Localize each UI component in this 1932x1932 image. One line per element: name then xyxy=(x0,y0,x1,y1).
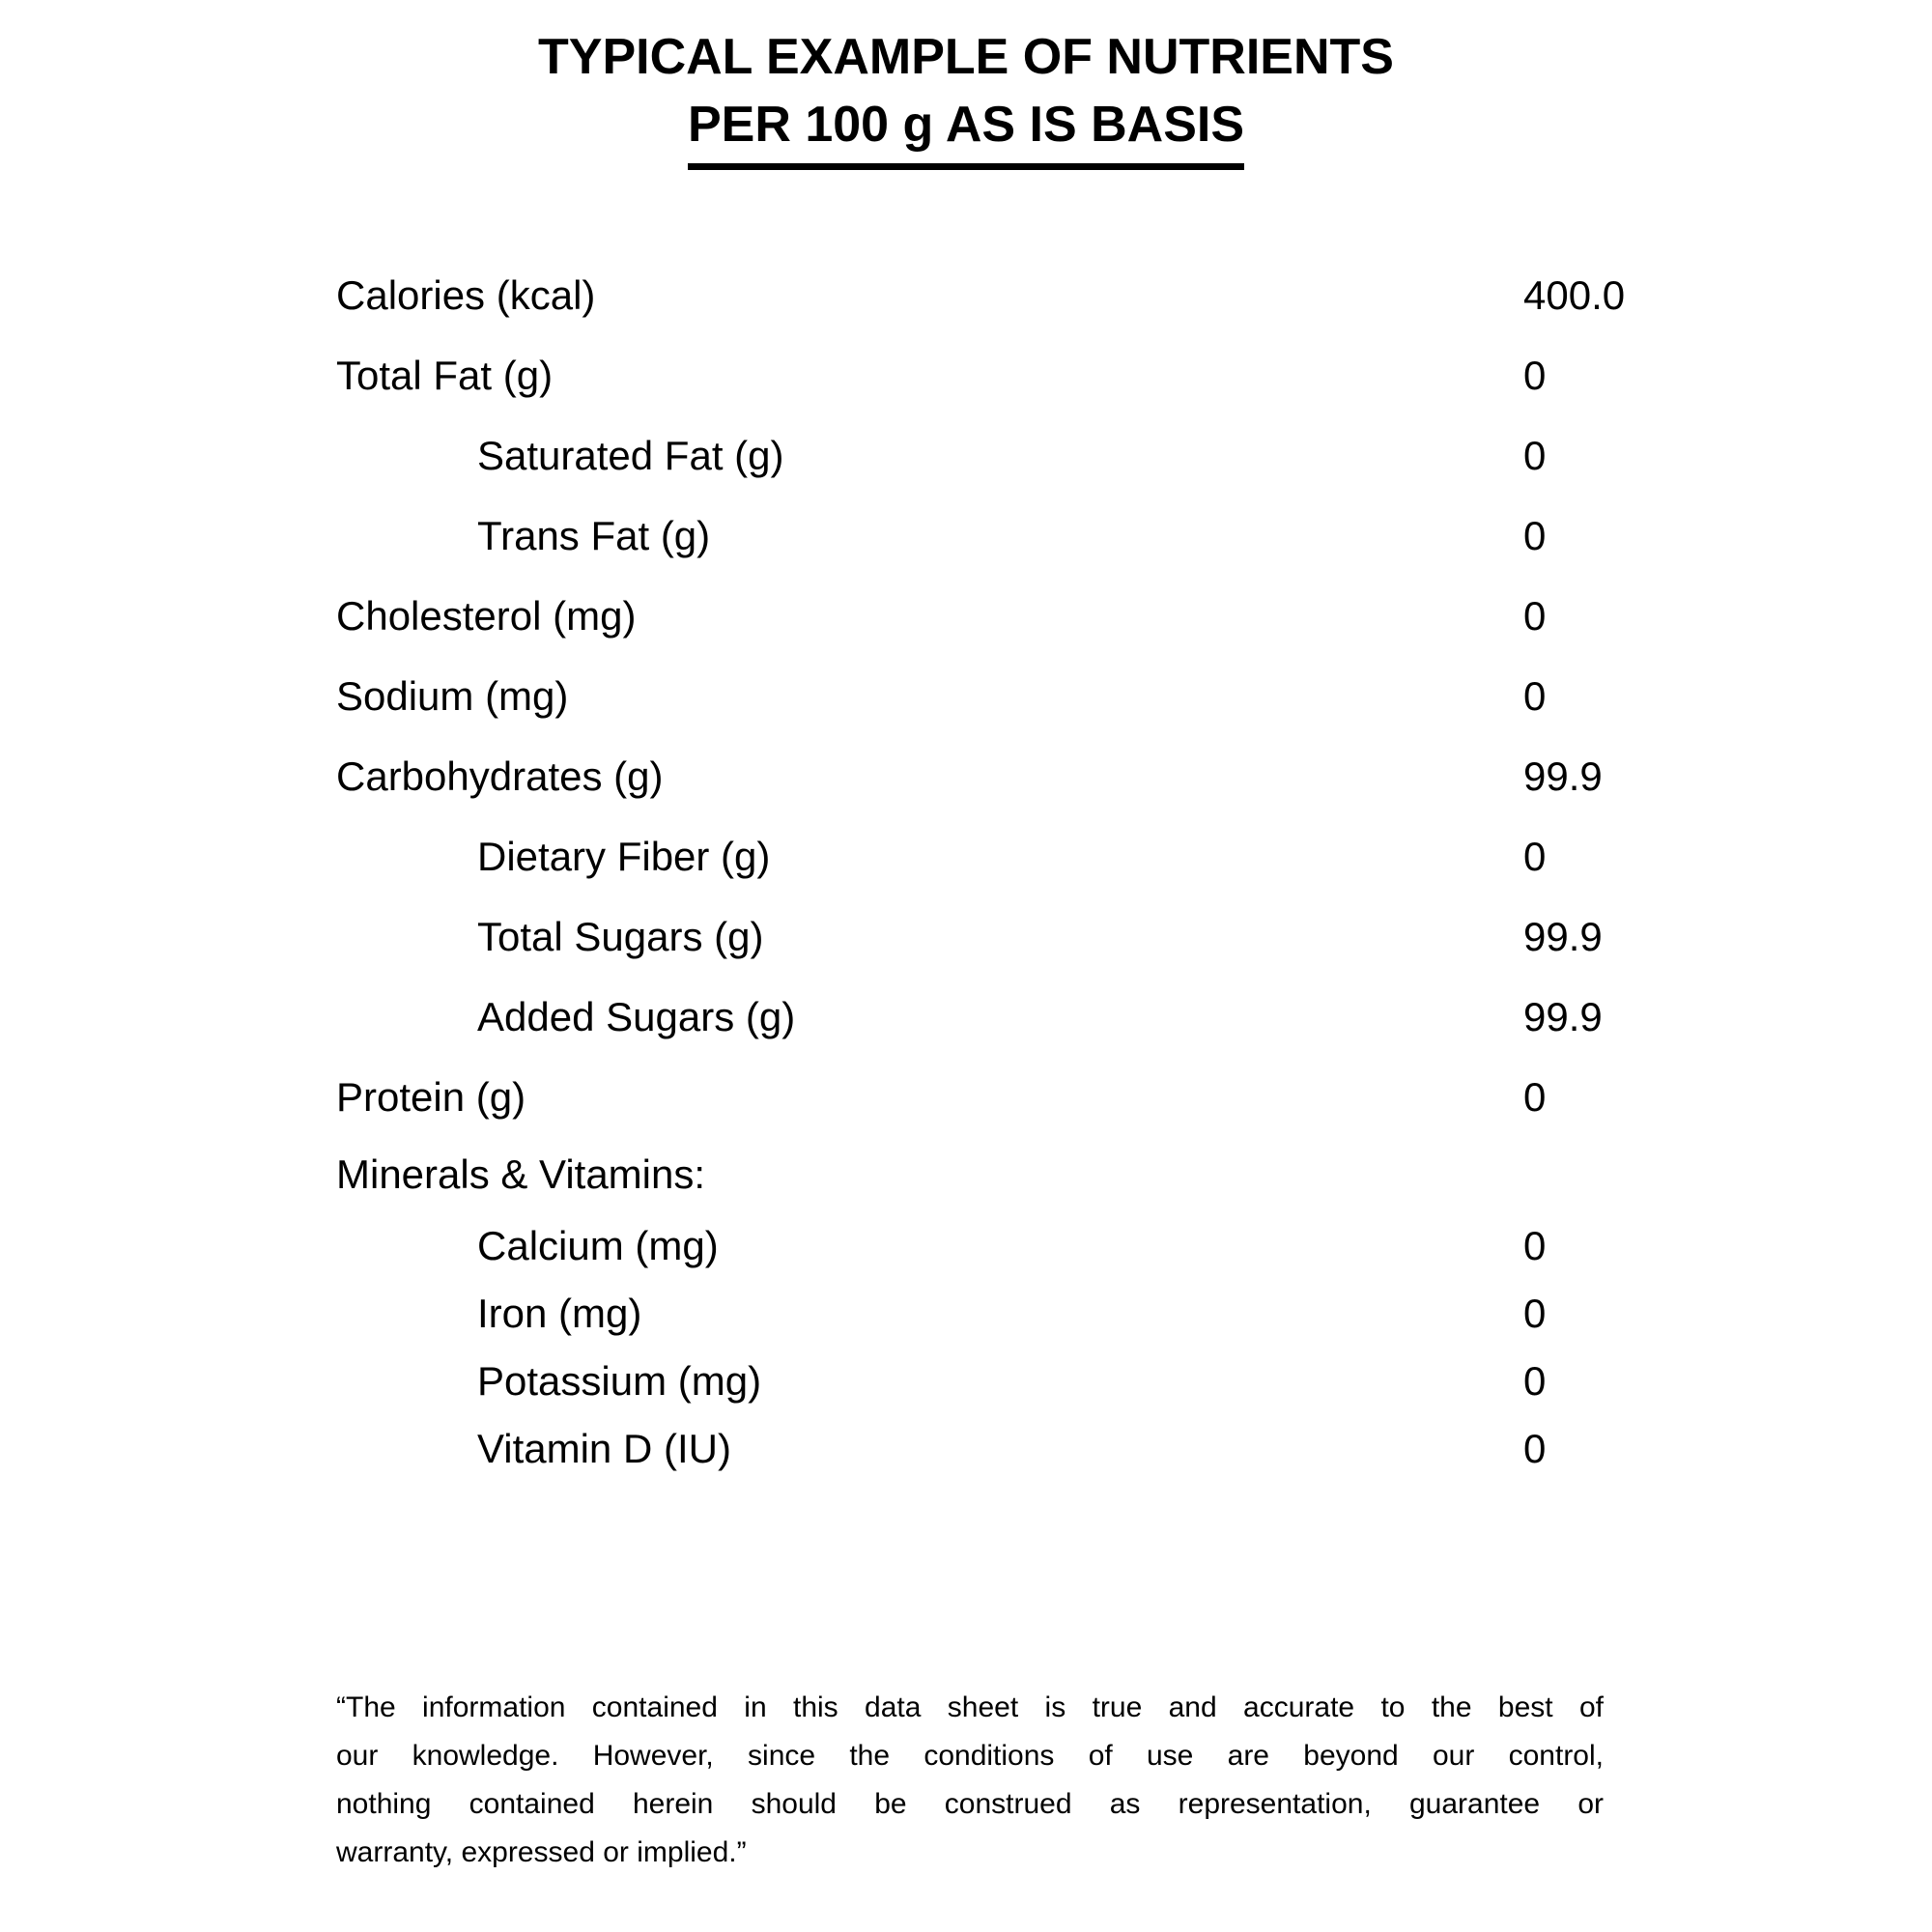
nutrient-value: 99.9 xyxy=(1523,753,1603,799)
nutrient-label: Saturated Fat (g) xyxy=(477,432,784,478)
nutrient-row-total-fat xyxy=(336,335,1785,415)
footer-line: our knowledge. However, since the conditions of use are beyond our control, xyxy=(336,1740,1604,1772)
nutrient-label: Vitamin D (IU) xyxy=(477,1426,731,1471)
nutrient-row-dietary-fiber xyxy=(336,816,1785,896)
nutrient-label: Calcium (mg) xyxy=(477,1223,719,1268)
nutrient-label: Added Sugars (g) xyxy=(477,993,796,1039)
nutrient-label: Total Fat (g) xyxy=(336,352,554,398)
nutrient-row-vitamin-d xyxy=(336,1415,1785,1483)
footer-line: nothing contained herein should be construed as representation, guarantee or xyxy=(336,1788,1604,1820)
nutrient-value: 99.9 xyxy=(1523,913,1603,959)
nutrient-value: 0 xyxy=(1523,352,1547,398)
nutrient-value: 0 xyxy=(1523,592,1547,639)
nutrient-row-cholesterol xyxy=(336,576,1785,656)
nutrient-row-carbohydrates xyxy=(336,736,1785,816)
footer-line: warranty, expressed or implied.” xyxy=(336,1836,747,1868)
nutrient-row-protein xyxy=(336,1057,1785,1137)
nutrient-value: 0 xyxy=(1523,672,1547,719)
nutrients-table xyxy=(336,255,1785,1483)
nutrient-row-saturated-fat xyxy=(336,415,1785,496)
nutrient-value: 99.9 xyxy=(1523,993,1603,1039)
nutrient-row-calories xyxy=(336,255,1785,335)
nutrient-value: 0 xyxy=(1523,432,1547,478)
nutrient-value: 0 xyxy=(1523,1073,1547,1120)
nutrient-value: 0 xyxy=(1523,1426,1547,1471)
nutrient-label: Calories (kcal) xyxy=(336,271,596,318)
nutrient-value: 0 xyxy=(1523,1223,1547,1268)
nutrient-value: 0 xyxy=(1523,1291,1547,1336)
nutrient-row-added-sugars xyxy=(336,977,1785,1057)
nutrient-value: 0 xyxy=(1523,512,1547,558)
nutrient-row-sodium xyxy=(336,656,1785,736)
footer-disclaimer xyxy=(336,1684,1604,1877)
title-line-2: PER 100 g AS IS BASIS xyxy=(688,91,1244,170)
nutrient-value: 400.0 xyxy=(1523,271,1626,318)
nutrient-label: Potassium (mg) xyxy=(477,1358,762,1404)
nutrient-label: Cholesterol (mg) xyxy=(336,592,637,639)
nutrient-label: Minerals & Vitamins: xyxy=(336,1151,706,1197)
nutrient-label: Sodium (mg) xyxy=(336,672,569,719)
nutrient-label: Total Sugars (g) xyxy=(477,913,764,959)
nutrient-value: 0 xyxy=(1523,833,1547,879)
nutrient-row-potassium xyxy=(336,1348,1785,1415)
nutrient-label: Dietary Fiber (g) xyxy=(477,833,771,879)
nutrient-label: Protein (g) xyxy=(336,1073,526,1120)
nutrient-label: Carbohydrates (g) xyxy=(336,753,664,799)
footer-line: “The information contained in this data sheet is true and accurate to the best of xyxy=(336,1691,1604,1723)
title-line-1: TYPICAL EXAMPLE OF NUTRIENTS xyxy=(538,29,1394,85)
nutrient-row-iron xyxy=(336,1280,1785,1348)
title-line-2-wrap xyxy=(0,91,1932,170)
nutrient-label: Iron (mg) xyxy=(477,1291,642,1336)
nutrient-row-calcium xyxy=(336,1212,1785,1280)
nutrient-value: 0 xyxy=(1523,1358,1547,1404)
nutrient-row-total-sugars xyxy=(336,896,1785,977)
title-block xyxy=(0,23,1932,170)
nutrient-label: Trans Fat (g) xyxy=(477,512,711,558)
nutrient-row-trans-fat xyxy=(336,496,1785,576)
nutrient-row-minerals-vitamins-header xyxy=(336,1137,1785,1212)
